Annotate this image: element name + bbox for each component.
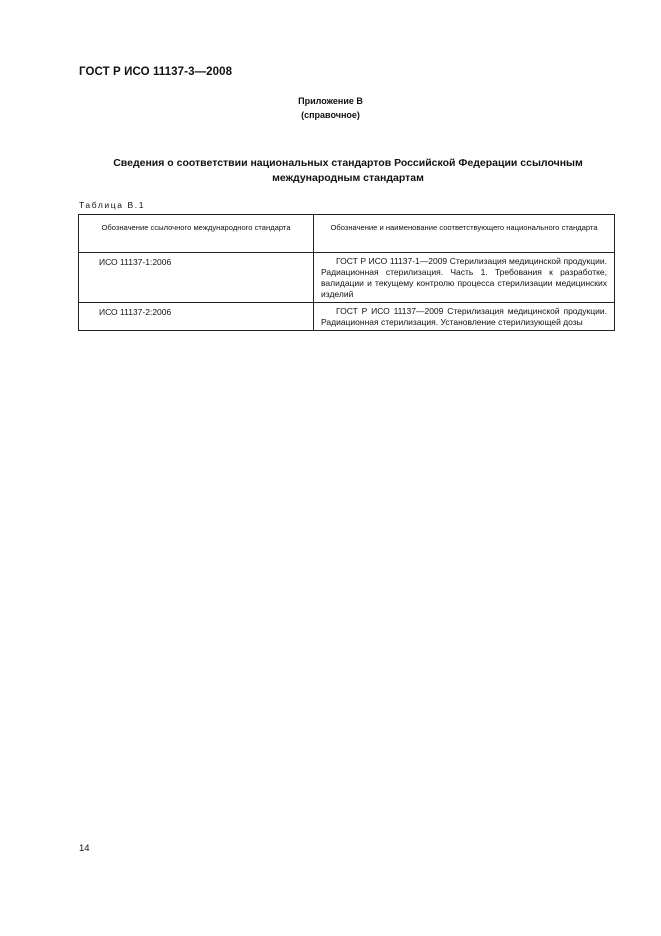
document-code: ГОСТ Р ИСО 11137-3—2008 [79, 66, 233, 78]
cell-national-standard: ГОСТ Р ИСО 11137-1—2009 Стерилизация медицинской продукции. Радиационная стерилизация. Часть 1. Требования к разработке, валидации и текущему контролю процесса стерилизации медицинских изделий [314, 253, 615, 303]
section-title [79, 156, 617, 186]
section-title-line-1: Сведения о соответствии национальных стандартов Российской Федерации ссылочным [113, 157, 583, 169]
cell-international-standard: ИСО 11137-2:2006 [79, 303, 314, 331]
table-header-row [79, 215, 615, 253]
header-international-standard: Обозначение ссылочного международного стандарта [79, 215, 314, 253]
table-row [79, 253, 615, 303]
section-title-line-2: международным стандартам [272, 172, 424, 184]
table-label: Таблица В.1 [79, 200, 146, 210]
header-national-standard: Обозначение и наименование соответствующего национального стандарта [314, 215, 615, 253]
table-row [79, 303, 615, 331]
appendix-title: Приложение В [298, 96, 363, 106]
cell-national-standard: ГОСТ Р ИСО 11137—2009 Стерилизация медицинской продукции. Радиационная стерилизация. Установление стерилизующей дозы [314, 303, 615, 331]
cell-international-standard: ИСО 11137-1:2006 [79, 253, 314, 303]
page-number: 14 [79, 843, 90, 854]
appendix-status: (справочное) [301, 110, 360, 120]
appendix-heading [0, 94, 661, 122]
correspondence-table [78, 214, 615, 331]
